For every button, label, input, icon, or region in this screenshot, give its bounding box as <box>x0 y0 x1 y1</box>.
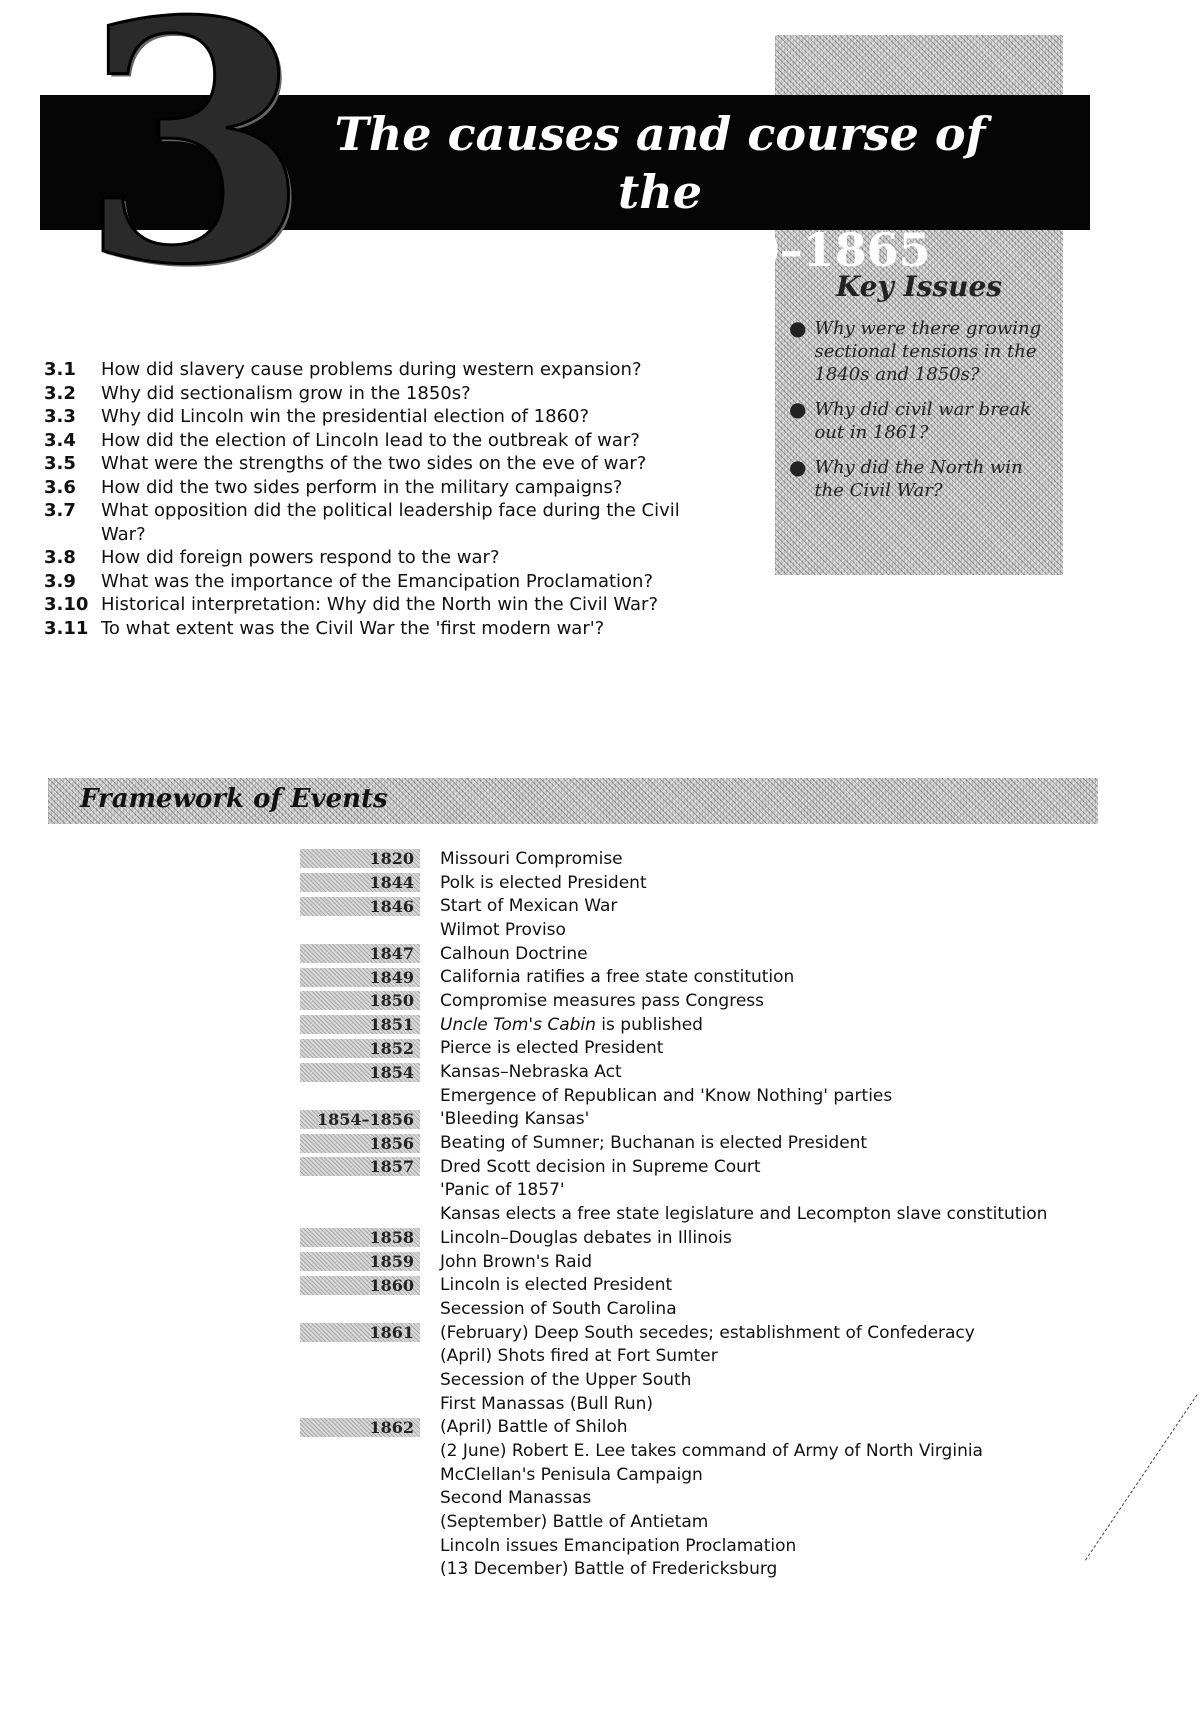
chapter-questions <box>44 358 724 640</box>
event-row <box>300 1013 1180 1037</box>
event-text: Calhoun Doctrine <box>440 943 588 964</box>
question-item <box>44 593 724 617</box>
bullet-icon: ● <box>789 455 807 479</box>
event-year <box>300 1465 420 1484</box>
event-row <box>300 1463 1180 1487</box>
event-text: Beating of Sumner; Buchanan is elected President <box>440 1133 868 1154</box>
event-year: 1852 <box>300 1039 420 1058</box>
event-text: (September) Battle of Antietam <box>440 1512 709 1533</box>
question-number: 3.10 <box>44 594 89 615</box>
question-number: 3.2 <box>44 382 76 404</box>
key-issue-text: Why did civil war break out in 1861? <box>814 399 1032 443</box>
question-item <box>44 405 724 429</box>
event-text: California ratifies a free state constitution <box>440 967 795 988</box>
event-text: (April) Battle of Shiloh <box>440 1417 628 1438</box>
event-row <box>300 942 1180 966</box>
question-text: Historical interpretation: Why did the North win the Civil War? <box>101 594 659 615</box>
event-year: 1849 <box>300 968 420 987</box>
event-row <box>300 1037 1180 1061</box>
event-text: 'Panic of 1857' <box>440 1180 565 1201</box>
event-row <box>300 1273 1180 1297</box>
question-text: Why did Lincoln win the presidential election of 1860? <box>101 406 590 427</box>
event-year <box>300 1489 420 1508</box>
event-text: (13 December) Battle of Fredericksburg <box>440 1559 778 1580</box>
question-number: 3.1 <box>44 359 76 380</box>
question-number: 3.7 <box>44 500 76 521</box>
key-issue-text: Why did the North win the Civil War? <box>814 457 1023 501</box>
event-row <box>300 1321 1180 1345</box>
event-year <box>300 1205 420 1224</box>
event-year <box>300 1299 420 1318</box>
event-text: First Manassas (Bull Run) <box>440 1393 653 1414</box>
question-item <box>44 546 724 570</box>
question-text: What were the strengths of the two sides on the eve of war? <box>101 453 647 474</box>
question-item <box>44 452 724 476</box>
event-row <box>300 1226 1180 1250</box>
question-number: 3.11 <box>44 617 89 639</box>
event-text: Kansas elects a free state legislature and Lecompton slave constitution <box>440 1204 1048 1225</box>
framework-header-bar <box>48 778 1098 824</box>
key-issue-text: Why were there growing sectional tensions in the 1840s and 1850s? <box>814 318 1042 385</box>
question-text: To what extent was the Civil War the 'first modern war'? <box>101 617 605 639</box>
event-year <box>300 1347 420 1366</box>
key-issues-box <box>775 230 1063 575</box>
event-text: Lincoln issues Emancipation Proclamation <box>440 1535 797 1556</box>
key-issue-item <box>789 456 1049 502</box>
event-row <box>300 1131 1180 1155</box>
question-item <box>44 499 724 546</box>
event-row <box>300 1368 1180 1392</box>
event-text: McClellan's Penisula Campaign <box>440 1464 703 1485</box>
event-year: 1847 <box>300 944 420 963</box>
chapter-title-line2: Civil War, 1840–1865 <box>389 223 931 277</box>
question-text: Why did sectionalism grow in the 1850s? <box>101 382 471 404</box>
question-number: 3.5 <box>44 453 76 474</box>
event-text: Lincoln–Douglas debates in Illinois <box>440 1227 732 1248</box>
question-item <box>44 382 724 406</box>
event-row <box>300 1416 1180 1440</box>
chapter-number: 3 <box>80 0 310 337</box>
event-year: 1846 <box>300 897 420 916</box>
event-text: Polk is elected President <box>440 872 647 893</box>
event-year <box>300 1370 420 1389</box>
chapter-title <box>310 105 1010 279</box>
event-row <box>300 1344 1180 1368</box>
question-text: What opposition did the political leadership face during the Civil War? <box>101 500 680 545</box>
framework-events <box>300 847 1180 1581</box>
event-year <box>300 1086 420 1105</box>
question-item <box>44 429 724 453</box>
event-row <box>300 1060 1180 1084</box>
bullet-icon: ● <box>789 397 807 421</box>
framework-heading: Framework of Events <box>80 784 388 814</box>
question-item <box>44 617 724 641</box>
event-text: 'Bleeding Kansas' <box>440 1109 590 1130</box>
event-row <box>300 1202 1180 1226</box>
key-issues-heading: Key Issues <box>835 270 1003 303</box>
event-year: 1856 <box>300 1134 420 1153</box>
event-text: Secession of South Carolina <box>440 1298 677 1319</box>
event-row <box>300 1392 1180 1416</box>
event-text-italic: Uncle Tom's Cabin <box>440 1014 596 1035</box>
event-row <box>300 1155 1180 1179</box>
question-item <box>44 476 724 500</box>
chapter-title-line1: The causes and course of the <box>334 107 986 219</box>
question-number: 3.6 <box>44 476 76 498</box>
event-year: 1859 <box>300 1252 420 1271</box>
event-text: Kansas–Nebraska Act <box>440 1062 622 1083</box>
event-year: 1860 <box>300 1276 420 1295</box>
event-row <box>300 871 1180 895</box>
event-text: Compromise measures pass Congress <box>440 990 764 1011</box>
event-text: Dred Scott decision in Supreme Court <box>440 1156 761 1177</box>
event-year <box>300 1442 420 1461</box>
event-text: Pierce is elected President <box>440 1038 664 1059</box>
question-number: 3.8 <box>44 547 76 568</box>
question-item <box>44 358 724 382</box>
event-text-rest: is published <box>595 1014 703 1035</box>
key-issue-item <box>789 398 1049 444</box>
event-year <box>300 1536 420 1555</box>
event-year: 1862 <box>300 1418 420 1437</box>
event-row <box>300 1250 1180 1274</box>
event-year: 1850 <box>300 991 420 1010</box>
event-row <box>300 1534 1180 1558</box>
event-text: Emergence of Republican and 'Know Nothing' parties <box>440 1085 893 1106</box>
event-row <box>300 965 1180 989</box>
event-row <box>300 1487 1180 1511</box>
event-text: Wilmot Proviso <box>440 919 566 940</box>
key-issues-top-panel <box>775 35 1063 95</box>
event-row <box>300 989 1180 1013</box>
event-row <box>300 1179 1180 1203</box>
event-text: Second Manassas <box>440 1488 592 1509</box>
question-number: 3.4 <box>44 429 76 451</box>
question-text: How did slavery cause problems during western expansion? <box>101 359 642 380</box>
event-year: 1857 <box>300 1157 420 1176</box>
event-year <box>300 1394 420 1413</box>
event-year <box>300 920 420 939</box>
event-row <box>300 1108 1180 1132</box>
question-number: 3.3 <box>44 406 76 427</box>
event-year: 1854–1856 <box>300 1110 420 1129</box>
question-item <box>44 570 724 594</box>
event-text: (2 June) Robert E. Lee takes command of Army of North Virginia <box>440 1441 983 1462</box>
event-year: 1851 <box>300 1015 420 1034</box>
event-year <box>300 1560 420 1579</box>
question-text: How did foreign powers respond to the war? <box>101 547 500 568</box>
event-row <box>300 1084 1180 1108</box>
event-year: 1854 <box>300 1063 420 1082</box>
event-text: (February) Deep South secedes; establishment of Confederacy <box>440 1322 975 1343</box>
key-issue-item <box>789 317 1049 386</box>
event-text: Missouri Compromise <box>440 848 623 869</box>
question-number: 3.9 <box>44 570 76 592</box>
event-year <box>300 1181 420 1200</box>
event-row <box>300 1558 1180 1582</box>
event-row <box>300 1297 1180 1321</box>
event-text: Lincoln is elected President <box>440 1275 673 1296</box>
event-text: Start of Mexican War <box>440 896 618 917</box>
event-row <box>300 1510 1180 1534</box>
event-year: 1861 <box>300 1323 420 1342</box>
question-text: How did the two sides perform in the military campaigns? <box>101 476 623 498</box>
question-text: What was the importance of the Emancipation Proclamation? <box>101 570 654 592</box>
event-year: 1858 <box>300 1228 420 1247</box>
event-row <box>300 847 1180 871</box>
event-year: 1844 <box>300 873 420 892</box>
event-text: Secession of the Upper South <box>440 1369 692 1390</box>
event-row <box>300 918 1180 942</box>
event-row <box>300 1439 1180 1463</box>
event-year: 1820 <box>300 849 420 868</box>
event-text: (April) Shots fired at Fort Sumter <box>440 1346 718 1367</box>
question-text: How did the election of Lincoln lead to the outbreak of war? <box>101 429 640 451</box>
event-row <box>300 894 1180 918</box>
event-text: John Brown's Raid <box>440 1251 593 1272</box>
event-year <box>300 1513 420 1532</box>
bullet-icon: ● <box>789 316 807 340</box>
event-text <box>440 1015 1180 1035</box>
